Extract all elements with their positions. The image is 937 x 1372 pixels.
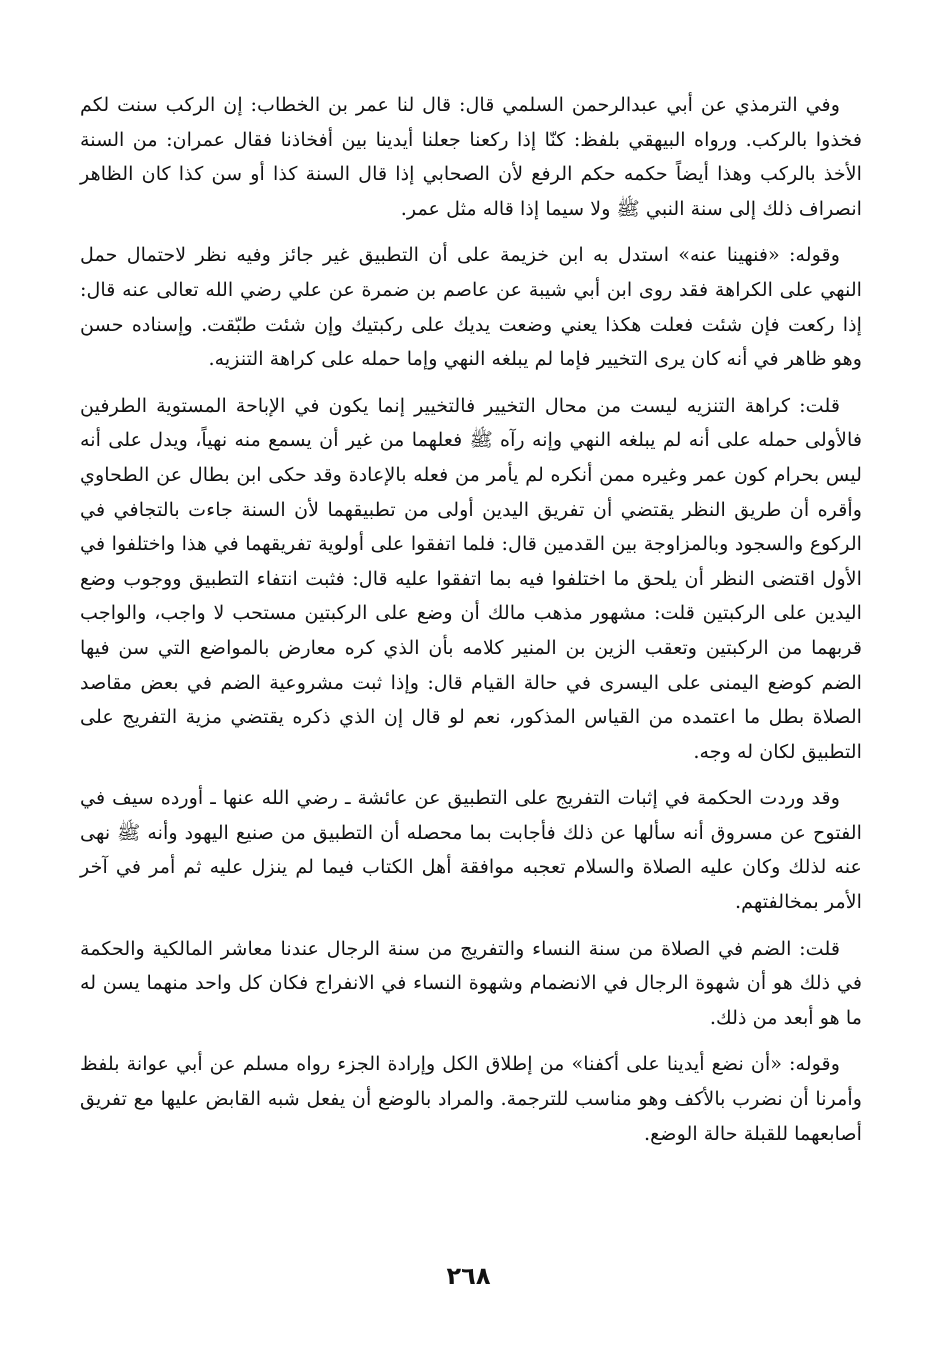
paragraph-6: وقوله: «أن نضع أيدينا على أكفنا» من إطلاق الكل وإرادة الجزء رواه مسلم عن أبي عوانة بلفظ وأمرنا أن نضرب بالأكف وهو مناسب للترجمة. والمراد بالوضع أن يفعل شبه القابض عليها مع تفريق أصابعهما للقبلة حالة الوضع. — [80, 1052, 862, 1145]
page-number: ٢٦٨ — [446, 1262, 491, 1290]
paragraph-4: وقد وردت الحكمة في إثبات التفريج على التطبيق عن عائشة ـ رضي الله عنها ـ أورده سيف في الفتوح عن مسروق أنه سألها عن ذلك فأجابت بما محصله أن التطبيق من صنيع اليهود وأنه ﷺ نهى عنه لذلك وكان عليه الصلاة والسلام تعجبه موافقة أهل الكتاب فيما لم ينزل عليه ثم أمر في آخر الأمر بمخالفتهم. — [80, 786, 862, 914]
body-text — [80, 88, 862, 1163]
paragraph-2: وقوله: «فنهينا عنه» استدل به ابن خزيمة على أن التطبيق غير جائز وفيه نظر لاحتمال حمل النهي على الكراهة فقد روى ابن أبي شيبة عن عاصم بن ضمرة عن علي رضي الله تعالى عنه قال: إذا ركعت فإن شئت فعلت هكذا يعني وضعت يديك على ركبتيك وإن شئت طبّقت. وإسناده حسن وهو ظاهر في أنه كان يرى التخيير فإما لم يبلغه النهي وإما حمله على كراهة التنزيه. — [80, 243, 862, 371]
paragraph-3: قلت: كراهة التنزيه ليست من محال التخيير فالتخيير إنما يكون في الإباحة المستوية الطرفين فالأولى حمله على أنه لم يبلغه النهي وإنه رآه ﷺ فعلهما من غير أن يسمع منه نهياً، ويدل على أنه ليس بحرام كون عمر وغيره ممن أنكره لم يأمر من فعله بالإعادة وقد حكى ابن بطال عن الطحاوي وأقره أن طريق النظر يقتضي أن تفريق اليدين أولى من تطبيقهما لأن السنة جاءت بالتجافي في الركوع والسجود وبالمزاوجة بين القدمين قال: فلما اتفقوا على أولوية تفريقهما في هذا واختلفوا في الأول اقتضى النظر أن يلحق ما اختلفوا فيه بما اتفقوا عليه قال: فثبت انتفاء التطبيق ووجوب وضع اليدين على الركبتين قلت: مشهور مذهب مالك أن وضع على الركبتين مستحب لا واجب، والواجب قربهما من الركبتين وتعقب الزين بن المنير كلامه بأن الذي كره معارض بالمواضع التي سن فيها الضم كوضع اليمنى على اليسرى في حالة القيام قال: وإذا ثبت مشروعية الضم في بعض مقاصد الصلاة بطل ما اعتمده من القياس المذكور، نعم لو قال إن الذي ذكره يقتضي مزية التفريج على التطبيق لكان له وجه. — [80, 393, 862, 763]
paragraph-1: وفي الترمذي عن أبي عبدالرحمن السلمي قال: قال لنا عمر بن الخطاب: إن الركب سنت لكم فخذوا بالركب. ورواه البيهقي بلفظ: كنّا إذا ركعنا جعلنا أيدينا بين أفخاذنا فقال عمران: من السنة الأخذ بالركب وهذا أيضاً حكمه حكم الرفع لأن الصحابي إذا قال السنة كذا أو سن كذا كان الظاهر انصراف ذلك إلى سنة النبي ﷺ ولا سيما إذا قاله مثل عمر. — [80, 93, 862, 220]
paragraph-5: قلت: الضم في الصلاة من سنة النساء والتفريج من سنة الرجال عندنا معاشر المالكية والحكمة في ذلك هو أن شهوة الرجال في الانضمام وشهوة النساء في الانفراج فكان كل واحد منهما يسن له ما هو أبعد من ذلك. — [80, 936, 862, 1029]
